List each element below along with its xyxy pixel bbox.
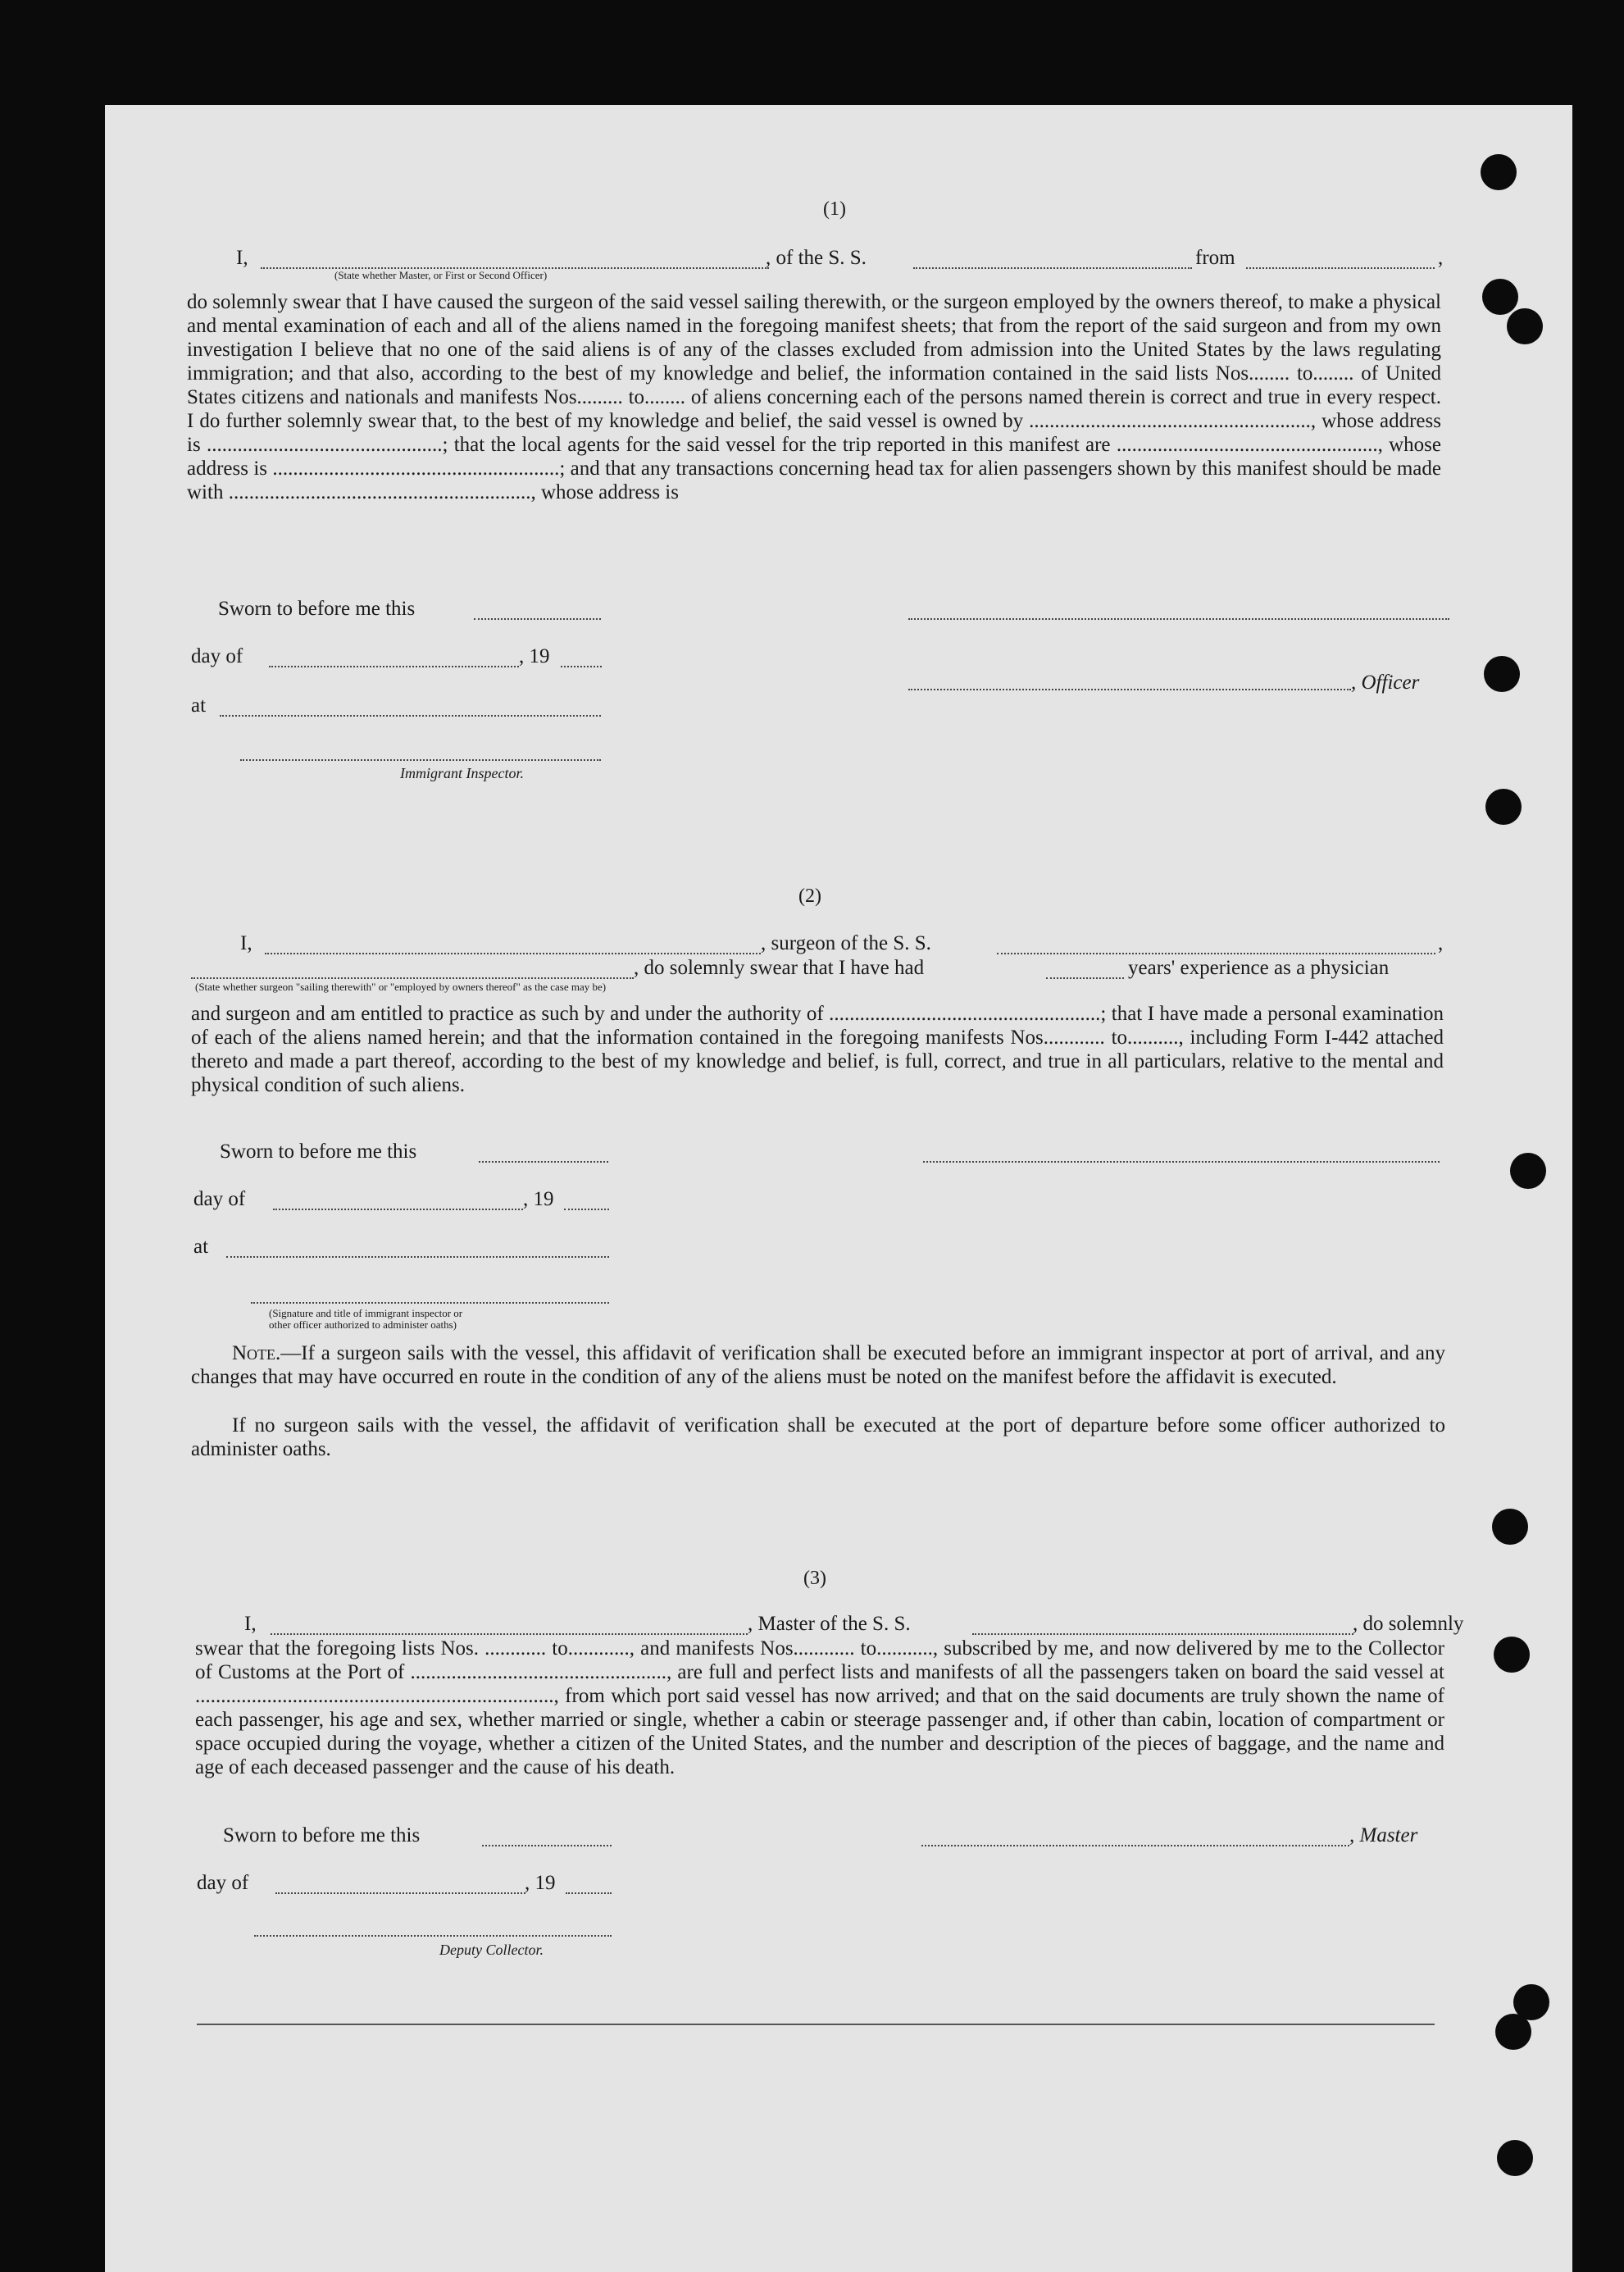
officer-title-blank[interactable] xyxy=(908,689,1351,690)
section-2-sworn: Sworn to before me this xyxy=(220,1141,417,1163)
section-2-i: I, xyxy=(240,932,252,954)
section-3-vessel-blank[interactable] xyxy=(972,1633,1353,1635)
section-2-at-blank[interactable] xyxy=(226,1256,609,1258)
officer-signature-blank[interactable] xyxy=(908,618,1449,620)
years-experience-blank[interactable] xyxy=(1046,977,1124,979)
punch-hole xyxy=(1510,1153,1546,1189)
section-2-official-signature-blank[interactable] xyxy=(251,1302,609,1304)
section-3-master-blank[interactable] xyxy=(271,1633,748,1635)
collector-signature-blank[interactable] xyxy=(254,1935,612,1937)
punch-hole xyxy=(1481,154,1517,190)
section-1-day-of: day of xyxy=(191,645,243,667)
day-of-blank[interactable] xyxy=(269,666,519,667)
section-2-vessel-blank[interactable] xyxy=(997,953,1435,954)
punch-hole xyxy=(1492,1509,1528,1545)
at-place-blank[interactable] xyxy=(220,715,601,717)
section-3-year-blank[interactable] xyxy=(566,1892,612,1894)
section-2-heading: (2) xyxy=(798,886,821,907)
section-2-year: , 19 xyxy=(523,1188,554,1210)
section-1-comma: , xyxy=(1438,247,1444,269)
section-2-state-note: (State whether surgeon "sailing therewith" or "employed by owners thereof" as the case may be) xyxy=(195,981,607,993)
section-2-year-blank[interactable] xyxy=(564,1209,609,1210)
signature-caption-line-1: (Signature and title of immigrant inspector or xyxy=(269,1307,463,1319)
punch-hole xyxy=(1484,656,1520,692)
note-label: Note. xyxy=(232,1342,281,1364)
surgeon-name-blank[interactable] xyxy=(265,953,761,954)
section-1-year: , 19 xyxy=(519,645,550,667)
section-2-comma: , xyxy=(1438,932,1444,954)
inspector-signature-blank[interactable] xyxy=(240,759,601,761)
punch-hole xyxy=(1497,2140,1533,2176)
section-2-surgeon-of-ss: , surgeon of the S. S. xyxy=(761,932,931,954)
document-page xyxy=(105,105,1572,2272)
section-1-sworn: Sworn to before me this xyxy=(218,598,416,620)
section-2-day-blank[interactable] xyxy=(273,1209,523,1210)
section-1-officer: , Officer xyxy=(1351,672,1420,694)
from-port-blank[interactable] xyxy=(1246,267,1435,269)
punch-hole xyxy=(1485,789,1522,825)
section-3-i: I, xyxy=(244,1613,257,1635)
section-2-swear: , do solemnly swear that I have had xyxy=(634,957,925,979)
sworn-date-blank[interactable] xyxy=(474,618,601,620)
year-blank[interactable] xyxy=(561,666,602,667)
section-2-at: at xyxy=(193,1236,209,1258)
deputy-collector-caption: Deputy Collector. xyxy=(439,1942,544,1958)
section-3-master-of-ss: , Master of the S. S. xyxy=(748,1613,911,1635)
punch-hole xyxy=(1507,308,1543,344)
section-3-sworn: Sworn to before me this xyxy=(223,1824,421,1846)
signature-caption-line-2: other officer authorized to administer oaths) xyxy=(269,1318,457,1331)
section-1-of-ss: , of the S. S. xyxy=(766,247,867,269)
section-3-day-of: day of xyxy=(197,1872,249,1894)
vessel-name-blank[interactable] xyxy=(913,267,1192,269)
section-3-paragraph: swear that the foregoing lists Nos. ............ to............, and manifests Nos............ to..........., subscribed by me, and now delivered by me to the Collector of Customs at the Port of .................................................., are full and perfect lists and manifests of all the passengers taken on board the said vessel at ......................................................................, from which port said vessel has now arrived; and that on the said documents are truly shown the name of each passenger, his age and sex, whether married or single, whether a cabin or steerage passenger and, if other than cabin, location of compartment or space occupied during the voyage, whether a citizen of the United States, and the number and description of the pieces of baggage, and the name and age of each deceased passenger and the cause of his death. xyxy=(195,1637,1444,1778)
section-2-years: years' experience as a physician xyxy=(1128,957,1390,979)
section-3-sworn-date-blank[interactable] xyxy=(482,1845,612,1846)
section-1-at: at xyxy=(191,694,207,717)
punch-hole xyxy=(1482,279,1518,315)
section-3-heading: (3) xyxy=(803,1568,826,1589)
section-3-master: , Master xyxy=(1349,1824,1418,1846)
section-1-paragraph: do solemnly swear that I have caused the surgeon of the said vessel sailing therewith, or the surgeon employed by the owners thereof, to make a physical and mental examination of each and all of the aliens named in the foregoing manifest sheets; that from the report of the said surgeon and from my own investigation I believe that no one of the said aliens is of any of the classes excluded from admission into the United States by the laws regulating immigration; and that also, according to the best of my knowledge and belief, the information contained in the said lists Nos........ to........ of United States citizens and nationals and manifests Nos......... to........ of aliens concerning each of the persons named therein is correct and true in every respect. I do further solemnly swear that, to the best of my knowledge and belief, the said vessel is owned by ......................................................., whose address is ..............................................; that the local agents for the said vessel for the trip reported in this manifest are ..................................................., whose address is ........................................................; and that any transactions concerning head tax for alien passengers shown by this manifest should be made with ..........................................................., whose address is xyxy=(187,291,1441,503)
punch-hole xyxy=(1495,2014,1531,2050)
section-3-year: , 19 xyxy=(525,1872,556,1894)
section-1-from: from xyxy=(1195,247,1235,269)
surgeon-signature-blank[interactable] xyxy=(923,1161,1440,1163)
note-text-1: —If a surgeon sails with the vessel, this affidavit of verification shall be executed before an immigrant inspector at port of arrival, and any changes that may have occurred en route in the condition of any of the aliens must be noted on the manifest before the affidavit is executed. xyxy=(191,1342,1445,1388)
section-2-day-of: day of xyxy=(193,1188,246,1210)
section-2-paragraph: and surgeon and am entitled to practice as such by and under the authority of .....................................................; that I have made a personal examination of each of the aliens named herein; and that the information contained in the foregoing manifests Nos............ to.........., including Form I-442 attached thereto and made a part thereof, according to the best of my knowledge and belief, is full, correct, and true in all particulars, relative to the mental and physical condition of such aliens. xyxy=(191,1003,1444,1096)
bottom-rule xyxy=(197,2024,1435,2025)
section-1-heading: (1) xyxy=(823,198,846,220)
surgeon-status-blank[interactable] xyxy=(191,977,634,979)
note-paragraph-2: If no surgeon sails with the vessel, the affidavit of verification shall be executed at the port of departure before some officer authorized to administer oaths. xyxy=(191,1414,1445,1460)
immigrant-inspector-caption: Immigrant Inspector. xyxy=(400,765,524,781)
master-signature-blank[interactable] xyxy=(921,1845,1349,1846)
note-paragraph-1 xyxy=(191,1341,1445,1389)
punch-hole xyxy=(1494,1637,1530,1673)
section-3-day-blank[interactable] xyxy=(275,1892,525,1894)
section-1-i: I, xyxy=(236,247,248,269)
section-2-sworn-date-blank[interactable] xyxy=(479,1161,608,1163)
section-3-swear: , do solemnly xyxy=(1353,1613,1464,1635)
section-1-state-note: (State whether Master, or First or Second Officer) xyxy=(334,269,548,281)
